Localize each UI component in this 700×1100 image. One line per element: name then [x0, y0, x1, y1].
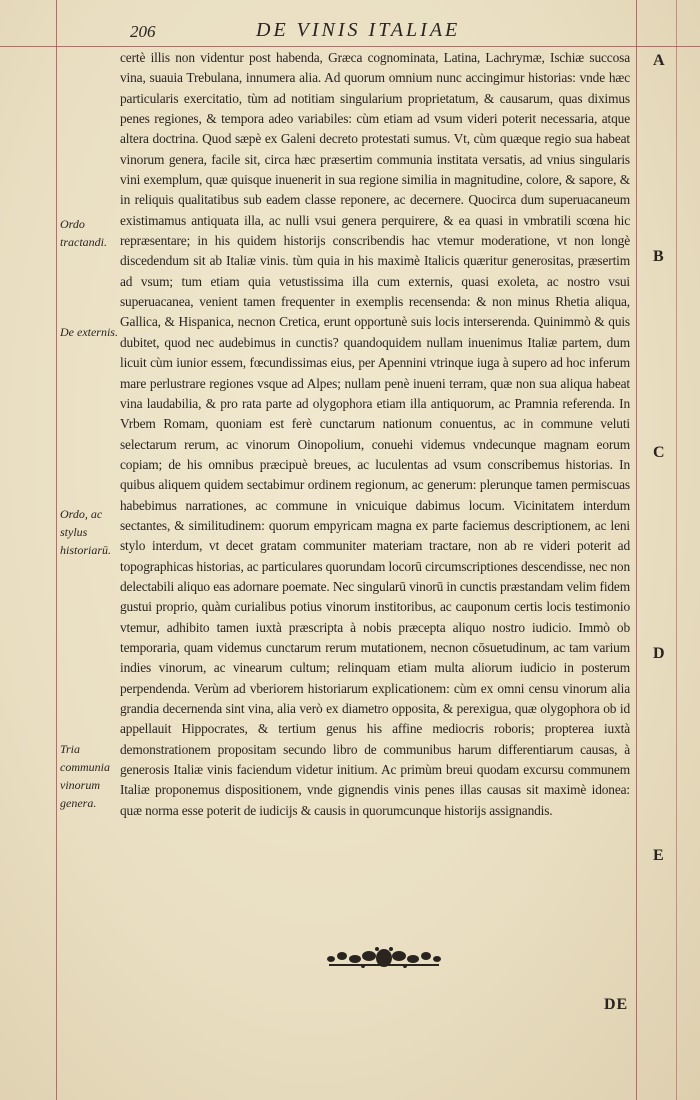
- margin-note-tria-genera: Tria communia vinorum genera.: [60, 742, 110, 810]
- margin-note-ordo-stylus: Ordo, ac stylus historiarū.: [60, 507, 112, 557]
- page-number: 206: [130, 22, 156, 41]
- section-letter-b: B: [653, 248, 664, 265]
- body-paragraph: certè illis non videntur post habenda, Græca cognominata, Latina, Lachrymæ, Ischiæ succosa vina, suauia Trebulana, innumera alia. Ad quorum omnium nunc accingimur historias: vnde hæc particularis exercitatio, tùm ad notitiam singularium proprietatum, & causarum, quas diximus penes regiones, & tempora adeo variabiles: cùm etiam ad vsum videri poterit necessaria, atque altera doctrina. Quod sæpè ex Galeni decreto protestati sumus. Vt, cùm quæque regio sua habeat vinorum genera, facile sit, circa hæc præsertim communia institata versatis, ad vnius singularis vini exemplum, quæ quisque inuenerit in sua regione similia in magnitudine, colore, & sapore, & in reliquis qualitatibus sub eadem classe reponere, ac decernere. Quocirca dum superuacaneum existimamus antiquata illa, ac nulli vsui genera perquirere, & ea quasi in vmbratili scœna hic repræsentare; in his quidem historijs conscribendis hac vtemur moderatione, vt non longè discedendum sit ab Italiæ vinis. tùm quia in his maximè Italicis quæritur generositas, præsertim ad vsum; tum etiam quia vetustissima illa cum externis, quasi exoleta, ac nostro vsui superuacanea, venient tamen frequenter in exemplis recensenda: & non minus Rhetia aliqua, Gallica, & Hispanica, necnon Cretica, erunt opportunè suis locis interserenda. Quinimmò & quis dubitet, quod nec audebimus in cunctis? quandoquidem nullam inuenimus Italiæ partem, dum licuit cùm iunior essem, fœcundissimas eius, per Apennini vtrinque iuga à supero ad hoc inferum mare perlustrare regiones vsque ad Alpes; nullam penè inueni terram, quæ non sua aliqua habeat vina laudabilia, & pro rata parte ad olygophora etiam illa antiquorum, ac Pramnia referenda. In Vrbem Romam, quoniam est ferè cunctarum nationum conuentus, ac in commune veluti selectarum rerum, ac vinorum Oinopolium, conuehi videmus vndecunque magnam eorum copiam; de his omnibus præcipuè breues, ac luculentas ad vsum conscribemus historias. In quibus aliquem quidem sectabimur ordinem regionum, ac generum: plerunque tamen permiscuas habebimus narrationes, ac commune in vnicuique dabimus locum. Vicinitatem interdum sectantes, & similitudinem: quorum empyricam magna ex parte faciemus descriptionem, ac leni stylo interdum, vt decet gratam communiter materiam tractare, non ab re videri poterit ad topographicas historias, ac particulares quorundam locorū circumscriptiones descendisse, nec non delectabili aliquo eas adornare poemate. Nec singularū vinorū in cunctis præstandam velim fidem gustui proprio, quàm curialibus potius vinorum institoribus, ac cauponum certis locis testimonio vtemur, adhibito tamen iuxtà præscripta à nobis præcepta aliquo nostro iudicio. Immò ob temporaria, quam videmus cunctarum rerum mutationem, necnon cōsuetudinum, ac tam varium indies vinorum, ac vinearum cultum; relinquam etiam multa aliorum iudicio in posterum perpendenda. Verùm ad vberiorem historiarum explicationem: cùm ex omni censu vinorum alia grandia decernenda sint vina, alia verò ex diametro opposita, & perexigua, quæ olygophora ob id appellauit Hippocrates, & tertium genus his affine mediocris roboris; propterea iuxtà demonstrationem propositam secundo libro de communibus harum differentiarum causas, à generosis Italiæ vinis faciendum videtur initium. Ac primùm breui quodam excursu communem Italiæ proponemus dispositionem, vnde gignendis vinis penes illas causas sit maximè idonea: quæ norma esse poterit de iudicijs & causis in quorumcunque historijs assignandis.: [120, 50, 630, 818]
- section-letter-d: D: [653, 645, 665, 662]
- right-margin-rule: [636, 0, 637, 1100]
- floral-ornament: [325, 944, 443, 972]
- page-header: [130, 19, 636, 44]
- section-letter-a: A: [653, 52, 665, 69]
- main-text: [120, 48, 630, 821]
- section-letter-c: C: [653, 444, 665, 461]
- section-letter-e: E: [653, 847, 664, 864]
- margin-note-ordo-tractandi: Ordo tractandi.: [60, 217, 107, 249]
- left-margin-rule: [56, 0, 57, 1100]
- header-rule: [0, 46, 700, 47]
- margin-note-de-externis: De externis.: [60, 325, 118, 339]
- outer-edge-rule: [676, 0, 677, 1100]
- running-title: DE VINIS ITALIAE: [256, 19, 461, 41]
- catchword: DE: [604, 996, 629, 1013]
